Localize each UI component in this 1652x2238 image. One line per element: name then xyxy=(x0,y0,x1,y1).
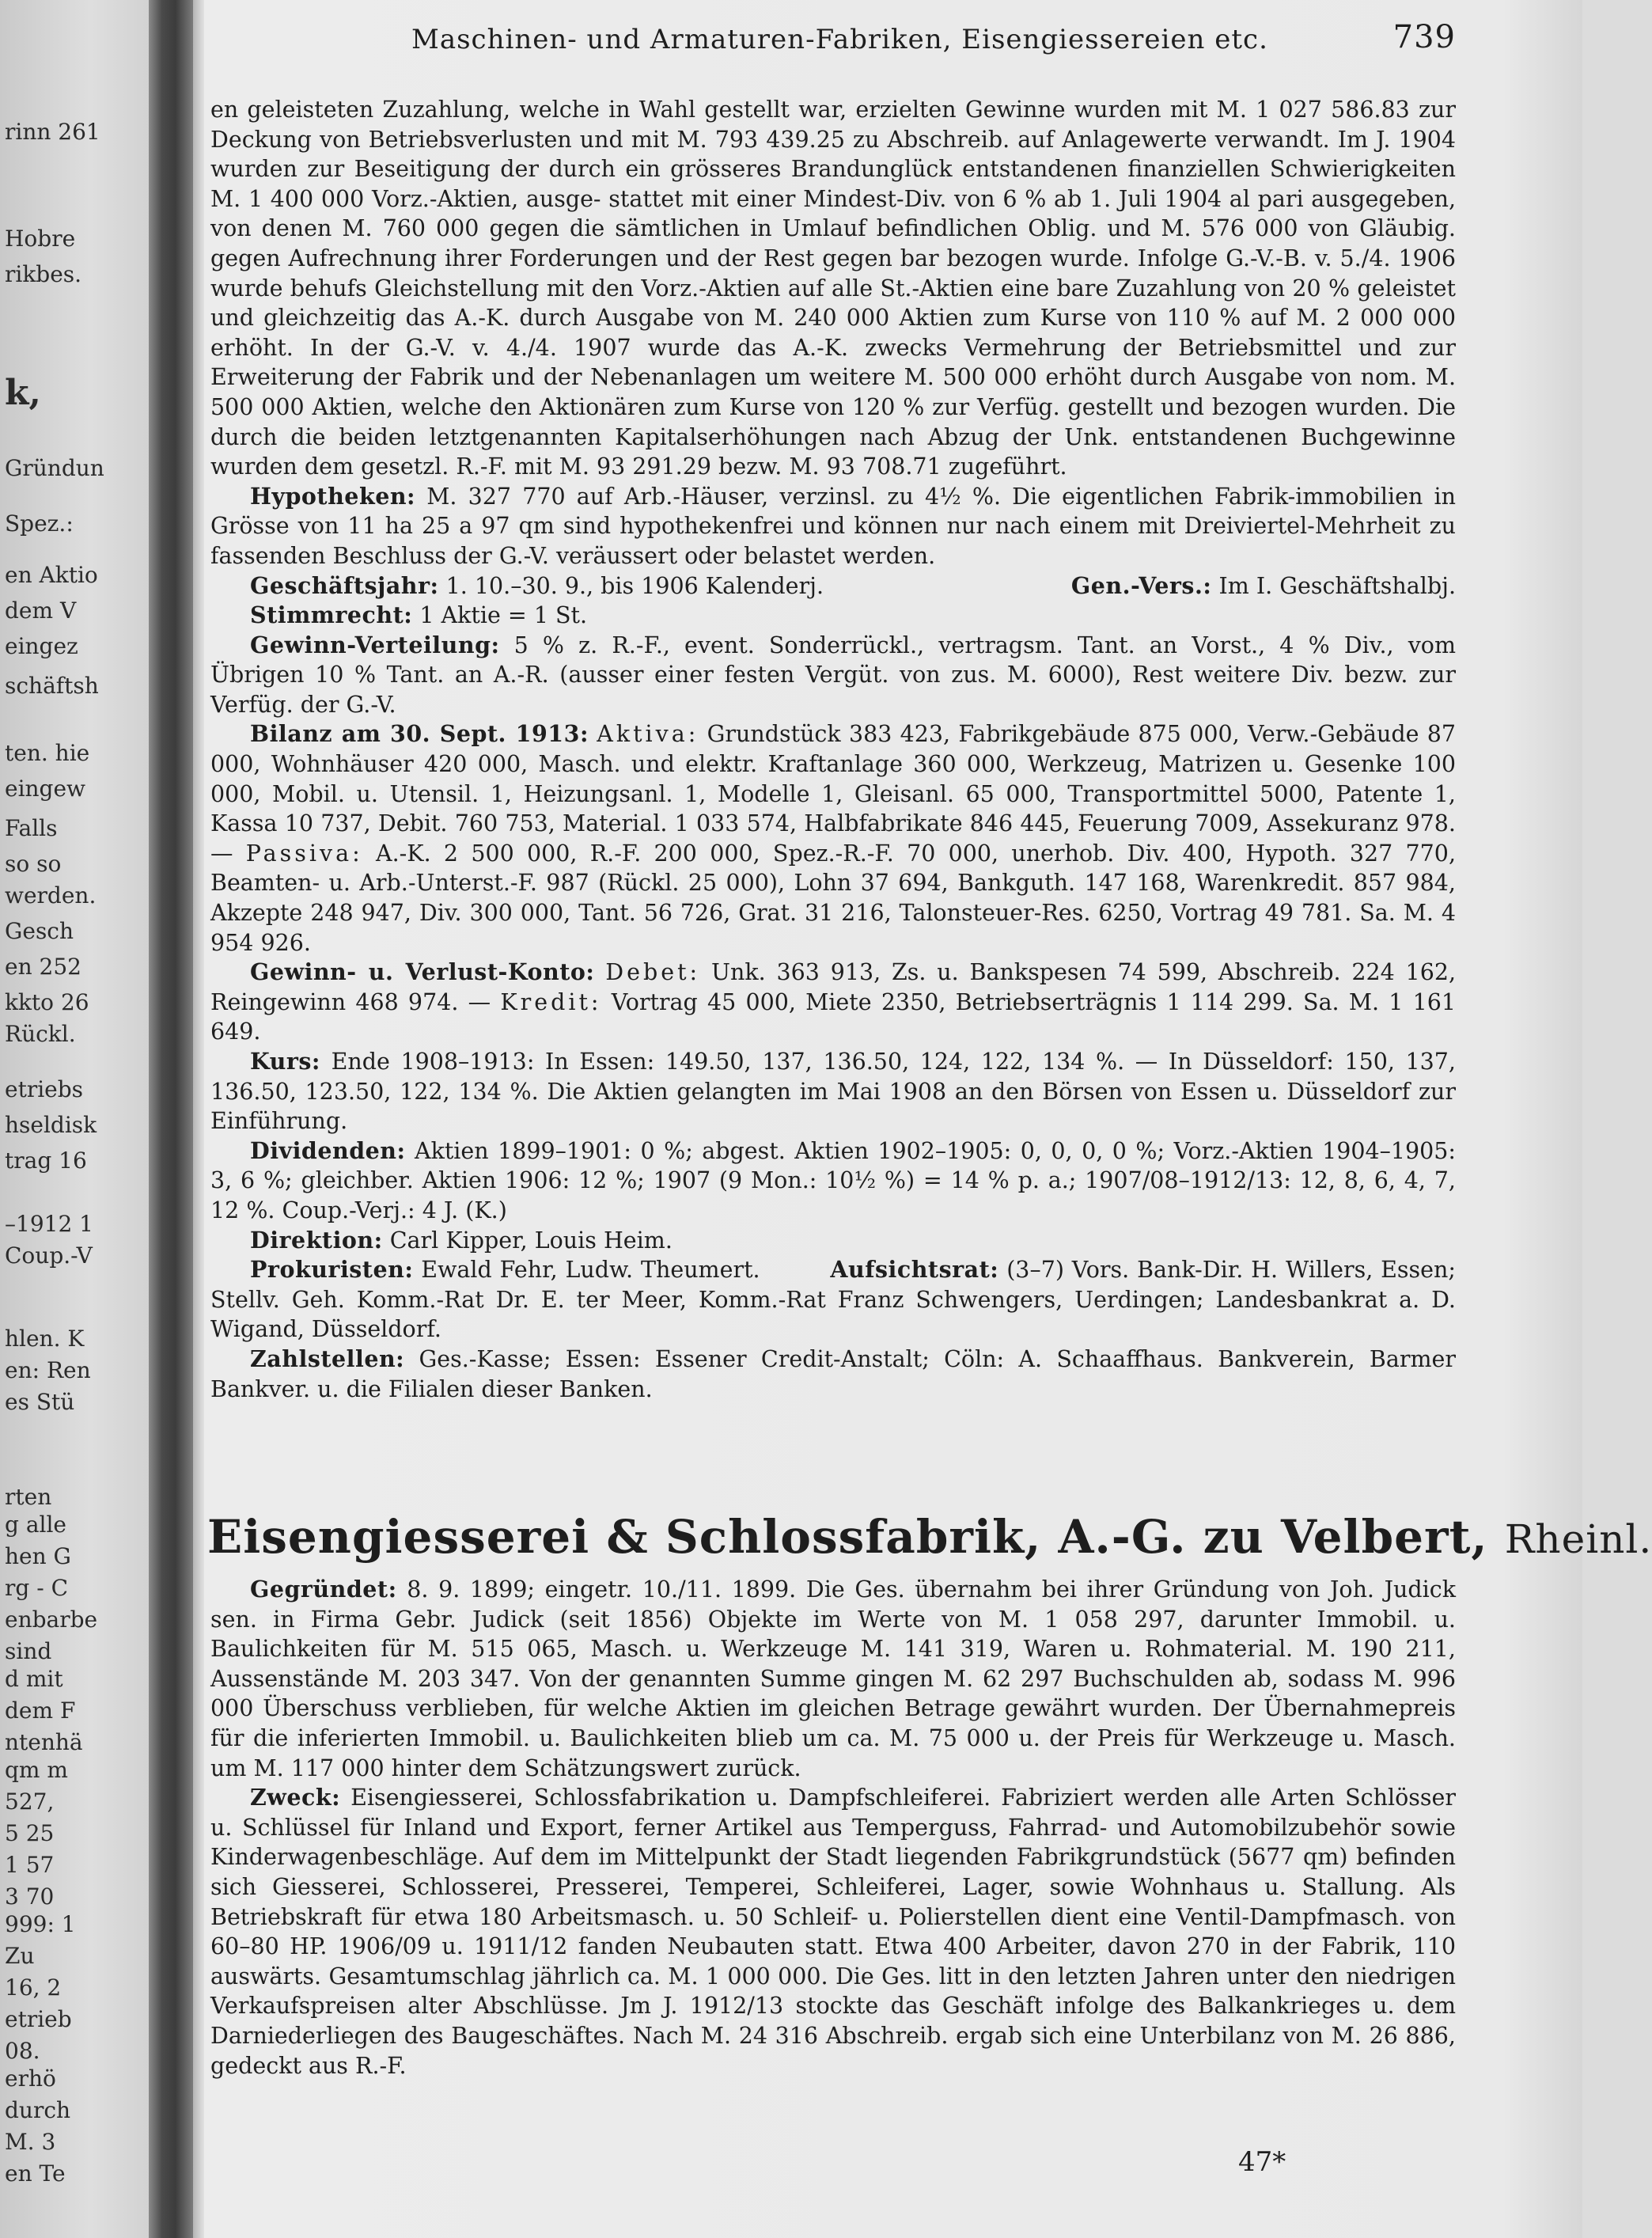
previous-page-line: Hobre xyxy=(5,226,76,252)
gegruendet-text: 8. 9. 1899; eingetr. 10./11. 1899. Die Ges. übernahm bei ihrer Gründung von Joh. Judick sen. in Firma Gebr. Judick (seit 1856) Objekte im Werte von M. 1 058 297, darunter Immobil. u. Baulichkeiten für M. 515 065, Masch. u. Werkzeuge M. 141 319, Waren u. Rohmaterial. M. 190 211, Aussenstände M. 203 347. Von der genannten Summe gingen M. 62 297 Buchschulden ab, sodass M. 996 000 Überschuss verblieben, für welche Aktien im gleichen Betrage gewährt wurden. Der Übernahmepreis für die inferierten Immobil. u. Baulichkeiten blieb um ca. M. 75 000 u. der Preis für Werkzeuge u. Masch. um M. 117 000 hinter dem Schätzungswert zurück. xyxy=(210,1576,1456,1781)
direktion-entry xyxy=(210,1226,1456,1256)
geschaeftsjahr-row xyxy=(210,571,1456,601)
page-number: 739 xyxy=(1392,19,1456,55)
guv-debet-label: Debet: xyxy=(605,959,701,986)
previous-page-line: werden. xyxy=(5,882,97,908)
bilanz-passiva-label: Passiva: xyxy=(245,840,363,867)
previous-page-line: Spez.: xyxy=(5,510,74,537)
geschaeftsjahr-label: Geschäftsjahr: xyxy=(250,571,439,599)
hypotheken-label: Hypotheken: xyxy=(250,482,416,510)
previous-page-line: es Stü xyxy=(5,1389,75,1415)
genvers-entry xyxy=(1071,571,1456,601)
text-line: G.-V.-B. v. 5./4. 1906 wurde behufs Gleichstellung mit den Vorz.-Aktien auf alle St.-Aktien xyxy=(210,245,1457,302)
gegruendet-entry xyxy=(210,1575,1456,1783)
previous-page-line: trag 16 xyxy=(5,1147,87,1174)
aufsichtsrat-text: (3–7) Vors. Bank-Dir. H. Willers, Essen; Stellv. Geh. Komm.-Rat Dr. E. ter Meer, Komm.-Rat Franz Schwengers, Uerdingen; Landesbankrat a. D. Wigand, Düsseldorf. xyxy=(210,1257,1457,1343)
previous-page-line: –1912 1 xyxy=(5,1211,93,1237)
previous-page-line: en 252 xyxy=(5,954,81,980)
company-heading-region: Rheinl. xyxy=(1504,1516,1652,1562)
gewinn-verlust-entry xyxy=(210,958,1456,1047)
hypotheken-text: M. 327 770 auf Arb.-Häuser, verzinsl. zu 4½ %. Die eigentlichen Fabrik-immobilien in Grösse von 11 ha 25 a 97 qm sind hypothekenfrei und können nur nach einem mit Dreiviertel-Mehrheit zu fassenden Beschluss der G.-V. veräussert oder belastet werden. xyxy=(210,483,1456,569)
company-heading-main: Eisengiesserei & Schlossfabrik, A.-G. zu Velbert, xyxy=(207,1510,1488,1564)
previous-page-line: erhö xyxy=(5,2065,56,2092)
prokuristen-text: Ewald Fehr, Ludw. Theumert. xyxy=(421,1257,760,1284)
prokuristen-label: Prokuristen: xyxy=(250,1256,414,1284)
previous-page-line: etrieb xyxy=(5,2006,72,2032)
geschaeftsjahr-text: 1. 10.–30. 9., bis 1906 Kalenderj. xyxy=(445,572,824,599)
previous-page-line: Zu xyxy=(5,1943,35,1969)
previous-page-line: dem V xyxy=(5,597,77,624)
kurs-text: Ende 1908–1913: In Essen: 149.50, 137, 136.50, 124, 122, 134 %. — In Düsseldorf: 150, 137, 136.50, 123.50, 122, 134 %. Die Aktien gelangten im Mai 1908 an den Börsen von Essen u. Düsseldorf zur Einführung. xyxy=(210,1049,1456,1135)
section-2-text xyxy=(210,1575,1456,2081)
previous-page-line: Coup.-V xyxy=(5,1242,93,1269)
previous-page-fragment xyxy=(0,0,150,2238)
zweck-label: Zweck: xyxy=(250,1784,341,1811)
previous-page-line: etriebs xyxy=(5,1076,84,1102)
section-1-text xyxy=(210,95,1456,1404)
gewinn-verlust-label: Gewinn- u. Verlust-Konto: xyxy=(250,958,595,986)
company-heading xyxy=(207,1510,1652,1564)
previous-page-line: rg - C xyxy=(5,1575,68,1601)
text-line: gegen Aufrechnung ihrer Forderungen und der Rest gegen bar bezogen wurde. Infolge xyxy=(210,245,1218,271)
geschaeftsjahr-entry xyxy=(250,571,824,601)
bilanz-passiva-text: A.-K. 2 500 000, R.-F. 200 000, Spez.-R.-F. 70 000, unerhob. Div. 400, Hypoth. 327 770, Beamten- u. Arb.-Unterst.-F. 987 (Rückl. 25 000), Lohn 37 694, Bankguth. 147 168, Warenkredit. 857 984, Akzepte 248 947, Div. 300 000, Tant. 56 726, Grat. 31 216, Talonsteuer-Res. 6250, Vortrag 49 781. Sa. M. 4 954 926. xyxy=(210,840,1456,956)
signature-mark: 47* xyxy=(1238,2146,1286,2178)
previous-page-line: ten. hie xyxy=(5,740,90,766)
guv-debet-text: Unk. 363 913, Zs. u. Bankspesen 74 599, Abschreib. 224 162, Reingewinn 468 974. — xyxy=(210,959,1457,1015)
previous-page-line: durch xyxy=(5,2097,71,2123)
running-title: Maschinen- und Armaturen-Fabriken, Eisengiessereien etc. xyxy=(411,24,1268,55)
text-line: M. 1 027 586.83 zur Deckung von Betriebsverlusten und mit M. 793 439.25 zu Abschreib. auf xyxy=(210,97,1456,153)
previous-page-line: 999: 1 xyxy=(5,1911,76,1937)
previous-page-line: M. 3 xyxy=(5,2129,56,2155)
guv-kredit-text: Vortrag 45 000, Miete 2350, Betriebserträgnis 1 114 299. Sa. M. 1 161 649. xyxy=(210,988,1457,1045)
previous-page-line: rikbes. xyxy=(5,261,82,287)
dividenden-label: Dividenden: xyxy=(250,1136,406,1164)
gewinn-verteilung-label: Gewinn-Verteilung: xyxy=(250,631,500,658)
previous-page-line: 5 25 xyxy=(5,1820,55,1846)
zahlstellen-entry xyxy=(210,1345,1456,1404)
text-line: wurde das A.-K. zwecks Vermehrung der Betriebsmittel und zur Erweiterung der Fabrik xyxy=(210,334,1456,391)
previous-page-line: 3 70 xyxy=(5,1883,55,1910)
kurs-label: Kurs: xyxy=(250,1048,320,1075)
bilanz-label: Bilanz am 30. Sept. 1913: xyxy=(250,720,589,748)
previous-page-line: en Aktio xyxy=(5,562,98,588)
previous-page-line: kkto 26 xyxy=(5,989,89,1015)
previous-page-line: Rückl. xyxy=(5,1021,76,1047)
direktion-label: Direktion: xyxy=(250,1226,383,1254)
text-line: Anlagewerte verwandt. Im J. 1904 wurden zur Beseitigung der durch ein grösseres xyxy=(210,126,1456,183)
text-line: zugeführt. xyxy=(948,453,1067,480)
section-1-opening-paragraph xyxy=(210,95,1456,482)
direktion-text: Carl Kipper, Louis Heim. xyxy=(389,1227,673,1254)
previous-page-line: Gesch xyxy=(5,918,74,944)
hypotheken-entry xyxy=(210,482,1456,571)
previous-page-line: en Te xyxy=(5,2160,66,2187)
previous-page-line: Falls xyxy=(5,815,58,841)
text-line: und der Nebenanlagen um weitere M. 500 000 erhöht durch Ausgabe von nom. M. 500 000 xyxy=(210,364,1457,420)
previous-page-line: d mit xyxy=(5,1666,63,1692)
aufsichtsrat-label: Aufsichtsrat: xyxy=(830,1256,999,1284)
gutter-edge xyxy=(193,0,204,2238)
previous-page-line: 08. xyxy=(5,2038,40,2064)
genvers-label: Gen.-Vers.: xyxy=(1070,571,1212,599)
previous-page-line: schäftsh xyxy=(5,673,99,699)
zweck-text: Eisengiesserei, Schlossfabrikation u. Dampfschleiferei. Fabriziert werden alle Arten Schlösser u. Schlüssel für Inland und Export, ferner Artikel aus Temperguss, Fahrrad- und Automobilzubehör sowie Kinderwagenbeschläge. Auf dem im Mittelpunkt der Stadt liegenden Fabrikgrundstück (5677 qm) befinden sich Giesserei, Schlosserei, Presserei, Temperei, Schleiferei, Lager, sowie Wohnhaus u. Stallung. Als Betriebskraft für etwa 180 Arbeitsmasch. u. 50 Schleif- u. Polierstellen dient eine Ventil-Dampfmasch. von 60–80 HP. 1906/09 u. 1911/12 fanden Neubauten statt. Etwa 400 Arbeiter, davon 270 in der Fabrik, 110 auswärts. Gesamtumschlag jährlich ca. M. 1 000 000. Die Ges. litt in den letzten Jahren unter den niedrigen Verkaufspreisen alter Abschlüsse. Jm J. 1912/13 stockte das Geschäft infolge des Balkankrieges u. dem Darniederliegen des Baugeschäftes. Nach M. 24 316 Abschreib. ergab sich eine Unterbilanz von M. 26 886, gedeckt aus R.-F. xyxy=(210,1785,1457,2079)
previous-page-line: ntenhä xyxy=(5,1729,83,1755)
zahlstellen-text: Ges.-Kasse; Essen: Essener Credit-Anstalt; Cöln: A. Schaaffhaus. Bankverein, Barmer Bankver. u. die Filialen dieser Banken. xyxy=(210,1345,1456,1402)
text-line: Brandunglück entstandenen finanziellen Schwierigkeiten M. 1 400 000 Vorz.-Aktien, ausge- xyxy=(210,156,1456,212)
text-line: Aktien, welche den Aktionären zum Kurse von 120 % zur Verfüg. gestellt und bezogen xyxy=(312,393,1308,420)
prokuristen-aufsichtsrat-entry xyxy=(210,1255,1456,1345)
previous-page-line: so so xyxy=(5,851,62,877)
previous-page-line: en: Ren xyxy=(5,1357,91,1383)
zweck-entry xyxy=(210,1783,1456,2081)
previous-page-line: rten xyxy=(5,1484,52,1510)
previous-page-line: 527, xyxy=(5,1789,55,1815)
previous-page-line: rinn 261 xyxy=(5,119,100,145)
text-line: wurden. Die durch die beiden letztgenannten Kapitalserhöhungen nach Abzug der Unk. xyxy=(210,393,1457,450)
previous-page-line: qm m xyxy=(5,1757,68,1783)
zahlstellen-label: Zahlstellen: xyxy=(250,1345,405,1372)
previous-page-line: g alle xyxy=(5,1512,66,1538)
dividenden-text: Aktien 1899–1901: 0 %; abgest. Aktien 1902–1905: 0, 0, 0, 0 %; Vorz.-Aktien 1904–1905: 3, 6 %; gleichber. Aktien 1906: 12 %; 1907 (9 Mon.: 10½ %) = 14 % p. a.; 1907/08–1912/13: 12, 8, 6, 4, 7, 12 %. Coup.-Verj.: 4 J. (K.) xyxy=(210,1137,1456,1223)
text-line: en geleisteten Zuzahlung, welche in Wahl gestellt war, erzielten Gewinne wurden mit xyxy=(210,97,1208,123)
previous-page-line: 16, 2 xyxy=(5,1974,62,2001)
text-line: M. 240 000 Aktien zum Kurse von 110 % auf M. 2 000 000 erhöht. In der G.-V. v. 4./4. 1907 xyxy=(210,305,1456,361)
stimmrecht-entry xyxy=(210,601,1456,631)
previous-page-line: eingew xyxy=(5,776,86,802)
gewinn-verteilung-entry xyxy=(210,631,1456,720)
running-head xyxy=(214,19,1456,63)
previous-page-line: dem F xyxy=(5,1697,76,1724)
bilanz-entry xyxy=(210,719,1456,958)
kurs-entry xyxy=(210,1047,1456,1136)
previous-page-line: eingez xyxy=(5,633,78,659)
previous-page-line: 1 57 xyxy=(5,1852,55,1878)
previous-page-line: hen G xyxy=(5,1543,71,1569)
bilanz-aktiva-text: Grundstück 383 423, Fabrikgebäude 875 000, Verw.-Gebäude 87 000, Wohnhäuser 420 000, Masch. und elektr. Kraftanlage 360 000, Werkzeug, Matrizen u. Gesenke 100 000, Mobil. u. Utensil. 1, Heizungsanl. 1, Modelle 1, Gleisanl. 65 000, Transportmittel 5000, Patente 1, Kassa 10 737, Debit. 760 753, Material. 1 033 574, Halbfabrikate 846 445, Feuerung 7009, Assekuranz 978. — xyxy=(210,721,1456,867)
genvers-text: Im I. Geschäftshalbj. xyxy=(1218,572,1456,599)
previous-page-line: k, xyxy=(5,373,41,413)
text-line: stattet mit einer Mindest-Div. von 6 % ab 1. Juli 1904 al pari ausgegeben, von denen xyxy=(210,185,1457,242)
previous-page-line: hseldisk xyxy=(5,1112,97,1138)
previous-page-line: sind xyxy=(5,1638,52,1664)
dividenden-entry xyxy=(210,1136,1456,1226)
text-line: entstandenen Buchgewinne wurden dem gesetzl. R.-F. mit M. 93 291.29 bezw. M. 93 708.71 xyxy=(210,423,1456,480)
text-line: eine bare Zuzahlung von 20 % geleistet und gleichzeitig das A.-K. durch Ausgabe von xyxy=(210,275,1457,332)
book-gutter xyxy=(149,0,193,2238)
text-line: M. 760 000 gegen die sämtlichen in Umlauf befindlichen Oblig. und M. 576 000 von Gläubig. xyxy=(342,215,1456,242)
gegruendet-label: Gegründet: xyxy=(250,1576,397,1603)
stimmrecht-text: 1 Aktie = 1 St. xyxy=(419,602,588,629)
opening-paragraph xyxy=(210,95,1456,482)
guv-kredit-label: Kredit: xyxy=(500,988,602,1015)
previous-page-line: enbarbe xyxy=(5,1606,98,1633)
stimmrecht-label: Stimmrecht: xyxy=(250,601,413,629)
gewinn-verteilung-text: 5 % z. R.-F., event. Sonderrückl., vertragsm. Tant. an Vorst., 4 % Div., vom Übrigen 10 % Tant. an A.-R. (ausser einer festen Vergüt. von zus. M. 6000), Rest weitere Div. bezw. zur Verfüg. der G.-V. xyxy=(210,632,1456,718)
previous-page-line: Gründun xyxy=(5,455,104,481)
previous-page-line: hlen. K xyxy=(5,1326,85,1352)
bilanz-aktiva-label: Aktiva: xyxy=(597,721,699,748)
